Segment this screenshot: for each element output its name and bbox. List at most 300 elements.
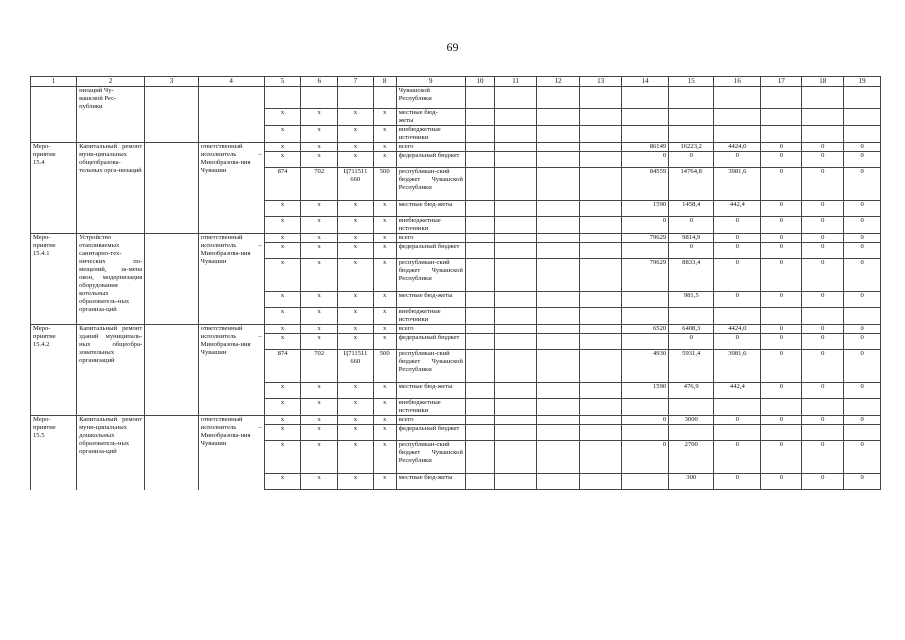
budget-code: x	[338, 109, 374, 126]
budget-code: x	[373, 152, 396, 168]
table-row	[31, 325, 881, 334]
empty-cell	[495, 109, 537, 126]
value-cell: 79629	[622, 259, 669, 292]
value-cell: 0	[844, 217, 881, 234]
budget-code: 500	[373, 168, 396, 201]
value-cell	[802, 109, 844, 126]
value-cell	[761, 109, 802, 126]
value-cell: 0	[714, 416, 761, 425]
value-cell: 0	[802, 201, 844, 217]
budget-code: x	[373, 126, 396, 143]
empty-cell	[465, 234, 494, 243]
empty-cell	[495, 308, 537, 325]
value-cell: 0	[714, 243, 761, 259]
funding-source: всего	[396, 416, 465, 425]
budget-code: x	[264, 143, 301, 152]
funding-source: федеральный бюджет	[396, 152, 465, 168]
measure-name: Капитальный ремонт муни-ципальных общеобразова-тельных орга-низаций	[77, 143, 145, 234]
value-cell: 0	[714, 152, 761, 168]
funding-source: местные бюд-жеты	[396, 292, 465, 308]
funding-source: местные бюд- жеты	[396, 109, 465, 126]
value-cell	[669, 126, 714, 143]
funding-source: местные бюд-жеты	[396, 474, 465, 490]
value-cell: 0	[844, 334, 881, 350]
empty-cell	[580, 259, 622, 292]
value-cell	[761, 87, 802, 109]
budget-code: x	[301, 259, 338, 292]
value-cell: 442,4	[714, 383, 761, 399]
value-cell: 0	[844, 152, 881, 168]
column-number: 14	[622, 77, 669, 87]
value-cell: 0	[802, 168, 844, 201]
empty-cell	[465, 350, 494, 383]
value-cell	[669, 308, 714, 325]
budget-code: x	[264, 259, 301, 292]
value-cell	[714, 399, 761, 416]
empty-cell	[465, 201, 494, 217]
value-cell: 0	[802, 325, 844, 334]
value-cell: 0	[844, 259, 881, 292]
value-cell: 16223,2	[669, 143, 714, 152]
measure-label: Меро- приятие 15.4.2	[31, 325, 77, 416]
budget-code: x	[264, 416, 301, 425]
budget-code: 874	[264, 168, 301, 201]
column-number: 7	[338, 77, 374, 87]
table-header-row	[31, 77, 881, 87]
value-cell: 1458,4	[669, 201, 714, 217]
empty-cell	[580, 126, 622, 143]
value-cell	[761, 425, 802, 441]
column-number: 12	[537, 77, 580, 87]
empty-cell	[465, 399, 494, 416]
empty-cell	[495, 334, 537, 350]
value-cell: 0	[761, 350, 802, 383]
value-cell: 0	[844, 350, 881, 383]
budget-code: x	[264, 109, 301, 126]
budget-code: x	[301, 416, 338, 425]
empty-cell	[580, 109, 622, 126]
column-number: 4	[198, 77, 264, 87]
empty-cell	[495, 87, 537, 109]
budget-code: x	[338, 243, 374, 259]
empty-cell	[145, 234, 198, 325]
empty-cell	[537, 152, 580, 168]
value-cell	[622, 425, 669, 441]
measure-label: Меро- приятие 15.5	[31, 416, 77, 490]
empty-cell	[537, 383, 580, 399]
budget-code: x	[373, 441, 396, 474]
value-cell: 0	[761, 383, 802, 399]
value-cell: 3981,6	[714, 350, 761, 383]
value-cell: 981,5	[669, 292, 714, 308]
value-cell: 1590	[622, 201, 669, 217]
value-cell: 0	[802, 243, 844, 259]
empty-cell	[580, 217, 622, 234]
column-number: 13	[580, 77, 622, 87]
budget-code: x	[264, 152, 301, 168]
funding-source: внебюджетные источники	[396, 399, 465, 416]
value-cell: 0	[761, 292, 802, 308]
empty-cell	[537, 126, 580, 143]
value-cell: 0	[669, 243, 714, 259]
budget-code: x	[301, 308, 338, 325]
empty-cell	[537, 399, 580, 416]
column-number: 17	[761, 77, 802, 87]
empty-cell	[537, 416, 580, 425]
executor: ответственный исполнитель – Минобразова-ния Чувашии	[198, 325, 264, 416]
value-cell: 0	[844, 441, 881, 474]
value-cell	[669, 109, 714, 126]
budget-code: x	[264, 243, 301, 259]
value-cell: 0	[802, 441, 844, 474]
value-cell: 0	[714, 234, 761, 243]
empty-cell	[580, 416, 622, 425]
value-cell: 0	[802, 292, 844, 308]
table-row	[31, 416, 881, 425]
budget-code: x	[338, 143, 374, 152]
value-cell: 86149	[622, 143, 669, 152]
value-cell: 0	[802, 474, 844, 490]
funding-source: федеральный бюджет	[396, 334, 465, 350]
value-cell: 0	[844, 168, 881, 201]
value-cell: 0	[761, 201, 802, 217]
empty-cell	[537, 334, 580, 350]
budget-code: x	[264, 425, 301, 441]
value-cell: 0	[714, 292, 761, 308]
empty-cell	[495, 143, 537, 152]
budget-code: x	[373, 217, 396, 234]
column-number: 1	[31, 77, 77, 87]
budget-code: x	[301, 425, 338, 441]
budget-code: x	[264, 399, 301, 416]
empty-cell	[465, 259, 494, 292]
value-cell: 0	[844, 383, 881, 399]
budget-code: x	[373, 308, 396, 325]
measure-label: Меро- приятие 15.4	[31, 143, 77, 234]
executor: ответственный исполнитель – Минобразова-ния Чувашии	[198, 234, 264, 325]
empty-cell	[537, 201, 580, 217]
budget-code: x	[338, 399, 374, 416]
value-cell: 4930	[622, 350, 669, 383]
budget-code: Ц711511 660	[338, 168, 374, 201]
value-cell: 0	[844, 292, 881, 308]
budget-code: x	[373, 425, 396, 441]
budget-code: x	[301, 383, 338, 399]
empty-cell	[465, 152, 494, 168]
empty-cell	[495, 416, 537, 425]
budget-code: x	[301, 234, 338, 243]
value-cell	[622, 243, 669, 259]
budget-code: x	[373, 399, 396, 416]
empty-cell	[580, 243, 622, 259]
value-cell: 0	[761, 474, 802, 490]
empty-cell	[495, 201, 537, 217]
empty-cell	[580, 474, 622, 490]
budget-code: x	[301, 334, 338, 350]
value-cell	[714, 87, 761, 109]
empty-cell	[495, 425, 537, 441]
value-cell	[714, 109, 761, 126]
budget-code: x	[373, 259, 396, 292]
value-cell	[844, 399, 881, 416]
empty-cell	[465, 143, 494, 152]
value-cell: 0	[714, 217, 761, 234]
value-cell	[802, 399, 844, 416]
empty-cell	[537, 325, 580, 334]
empty-cell	[537, 143, 580, 152]
executor: ответственный исполнитель – Минобразова-ния Чувашии	[198, 416, 264, 490]
empty-cell	[145, 87, 198, 143]
column-number: 2	[77, 77, 145, 87]
value-cell: 0	[714, 259, 761, 292]
empty-cell	[580, 201, 622, 217]
value-cell: 0	[844, 474, 881, 490]
empty-cell	[580, 143, 622, 152]
value-cell	[714, 126, 761, 143]
value-cell: 0	[802, 416, 844, 425]
funding-source: республикан-ский бюджет Чувашской Республики	[396, 350, 465, 383]
empty-cell	[465, 334, 494, 350]
value-cell: 0	[622, 416, 669, 425]
value-cell	[761, 126, 802, 143]
budget-code: x	[338, 308, 374, 325]
empty-cell	[580, 441, 622, 474]
funding-source: республикан-ский бюджет Чувашской Республики	[396, 168, 465, 201]
value-cell	[844, 87, 881, 109]
value-cell: 0	[622, 217, 669, 234]
budget-code: x	[373, 201, 396, 217]
empty-cell	[580, 87, 622, 109]
value-cell	[622, 308, 669, 325]
value-cell: 6520	[622, 325, 669, 334]
value-cell	[844, 109, 881, 126]
budget-code: x	[338, 425, 374, 441]
empty-cell	[495, 126, 537, 143]
budget-code: x	[301, 201, 338, 217]
value-cell: 0	[802, 143, 844, 152]
funding-source: местные бюд-жеты	[396, 201, 465, 217]
empty-cell	[465, 425, 494, 441]
value-cell: 0	[669, 334, 714, 350]
value-cell: 0	[844, 243, 881, 259]
empty-cell	[495, 168, 537, 201]
value-cell: 0	[802, 334, 844, 350]
value-cell: 0	[714, 334, 761, 350]
value-cell	[622, 399, 669, 416]
value-cell: 0	[761, 152, 802, 168]
budget-code: x	[338, 416, 374, 425]
empty-cell	[495, 217, 537, 234]
budget-code: x	[301, 126, 338, 143]
budget-code: x	[301, 325, 338, 334]
value-cell: 0	[802, 383, 844, 399]
value-cell: 0	[802, 234, 844, 243]
budget-code: x	[338, 474, 374, 490]
budget-code: x	[338, 334, 374, 350]
empty-cell	[537, 87, 580, 109]
budget-code: Ц711511 660	[338, 350, 374, 383]
empty-cell	[537, 168, 580, 201]
empty-cell	[580, 350, 622, 383]
empty-cell	[537, 350, 580, 383]
budget-code: x	[373, 325, 396, 334]
budget-code: x	[301, 217, 338, 234]
empty-cell	[145, 416, 198, 490]
empty-cell	[537, 425, 580, 441]
empty-cell	[465, 168, 494, 201]
budget-code: x	[264, 334, 301, 350]
column-number: 8	[373, 77, 396, 87]
value-cell: 5931,4	[669, 350, 714, 383]
empty-cell	[580, 152, 622, 168]
value-cell: 0	[622, 152, 669, 168]
value-cell	[844, 308, 881, 325]
value-cell: 0	[802, 152, 844, 168]
empty-cell	[465, 217, 494, 234]
executor: ответственный исполнитель – Минобразова-ния Чувашии	[198, 143, 264, 234]
value-cell	[761, 399, 802, 416]
value-cell	[802, 425, 844, 441]
column-number: 3	[145, 77, 198, 87]
value-cell: 0	[761, 259, 802, 292]
empty-cell	[537, 259, 580, 292]
empty-cell	[465, 325, 494, 334]
budget-code: x	[338, 217, 374, 234]
funding-source: республикан-ский бюджет Чувашской Республики	[396, 441, 465, 474]
empty-cell	[465, 383, 494, 399]
value-cell: 9814,9	[669, 234, 714, 243]
column-number: 19	[844, 77, 881, 87]
value-cell: 0	[802, 350, 844, 383]
budget-code: x	[373, 474, 396, 490]
column-number: 6	[301, 77, 338, 87]
budget-code: 874	[264, 350, 301, 383]
table-row	[31, 234, 881, 243]
empty-cell	[495, 441, 537, 474]
budget-code: x	[264, 325, 301, 334]
empty-cell	[495, 259, 537, 292]
empty-cell	[537, 441, 580, 474]
empty-cell	[465, 416, 494, 425]
empty-cell	[465, 292, 494, 308]
value-cell: 0	[761, 217, 802, 234]
value-cell	[669, 399, 714, 416]
column-number: 18	[802, 77, 844, 87]
budget-code: 500	[373, 350, 396, 383]
empty-cell	[145, 325, 198, 416]
value-cell	[669, 87, 714, 109]
budget-code: x	[264, 217, 301, 234]
empty-cell	[465, 109, 494, 126]
funding-source: внебюджетные источники	[396, 217, 465, 234]
value-cell: 476,9	[669, 383, 714, 399]
column-number: 16	[714, 77, 761, 87]
empty-cell	[495, 152, 537, 168]
budget-code: x	[301, 292, 338, 308]
funding-source: республикан-ский бюджет Чувашской Республики	[396, 259, 465, 292]
empty-cell	[580, 308, 622, 325]
empty-cell	[580, 168, 622, 201]
empty-cell	[537, 234, 580, 243]
column-number: 15	[669, 77, 714, 87]
budget-code: x	[338, 234, 374, 243]
value-cell: 0	[761, 168, 802, 201]
value-cell: 0	[802, 217, 844, 234]
column-number: 9	[396, 77, 465, 87]
value-cell	[622, 334, 669, 350]
value-cell	[802, 87, 844, 109]
value-cell: 0	[761, 416, 802, 425]
value-cell: 84559	[622, 168, 669, 201]
value-cell: 3000	[669, 416, 714, 425]
budget-code: x	[264, 292, 301, 308]
budget-code: x	[373, 109, 396, 126]
value-cell: 4424,0	[714, 143, 761, 152]
budget-code: x	[373, 416, 396, 425]
empty-cell	[580, 425, 622, 441]
empty-cell	[580, 399, 622, 416]
empty-cell	[580, 383, 622, 399]
budget-code: x	[301, 474, 338, 490]
value-cell: 0	[714, 474, 761, 490]
value-cell: 14764,8	[669, 168, 714, 201]
budget-code: x	[338, 152, 374, 168]
budget-code: x	[264, 383, 301, 399]
column-number: 10	[465, 77, 494, 87]
value-cell: 0	[761, 334, 802, 350]
value-cell	[622, 109, 669, 126]
budget-code: x	[373, 383, 396, 399]
budget-code: x	[373, 334, 396, 350]
value-cell: 0	[761, 234, 802, 243]
row-label	[31, 87, 77, 143]
value-cell: 0	[844, 201, 881, 217]
budget-code: x	[264, 126, 301, 143]
empty-cell	[465, 243, 494, 259]
budget-code	[301, 87, 338, 109]
funding-source: всего	[396, 234, 465, 243]
budget-code: 702	[301, 350, 338, 383]
value-cell: 79629	[622, 234, 669, 243]
empty-cell	[145, 143, 198, 234]
value-cell	[714, 425, 761, 441]
value-cell: 0	[622, 441, 669, 474]
value-cell: 3981,6	[714, 168, 761, 201]
budget-code: x	[338, 292, 374, 308]
value-cell: 6408,3	[669, 325, 714, 334]
value-cell	[622, 474, 669, 490]
budget-code: x	[301, 152, 338, 168]
budget-code: x	[338, 126, 374, 143]
budget-code	[338, 87, 374, 109]
value-cell	[622, 87, 669, 109]
funding-source: Чувашской Республики	[396, 87, 465, 109]
value-cell: 0	[669, 217, 714, 234]
funding-source: внебюджетные источники	[396, 126, 465, 143]
budget-code: x	[373, 143, 396, 152]
table-row	[31, 143, 881, 152]
budget-code: 702	[301, 168, 338, 201]
value-cell: 0	[802, 259, 844, 292]
budget-code: x	[301, 399, 338, 416]
measure-name: Капитальный ремонт муни-ципальных дошкольных образователь-ных организа-ций	[77, 416, 145, 490]
budget-code: x	[264, 234, 301, 243]
funding-source: местные бюд-жеты	[396, 383, 465, 399]
value-cell: 0	[761, 143, 802, 152]
budget-code: x	[338, 441, 374, 474]
empty-cell	[580, 334, 622, 350]
measure-name: Капитальный ремонт зданий муниципаль-ных общеобра-зовательных организаций	[77, 325, 145, 416]
